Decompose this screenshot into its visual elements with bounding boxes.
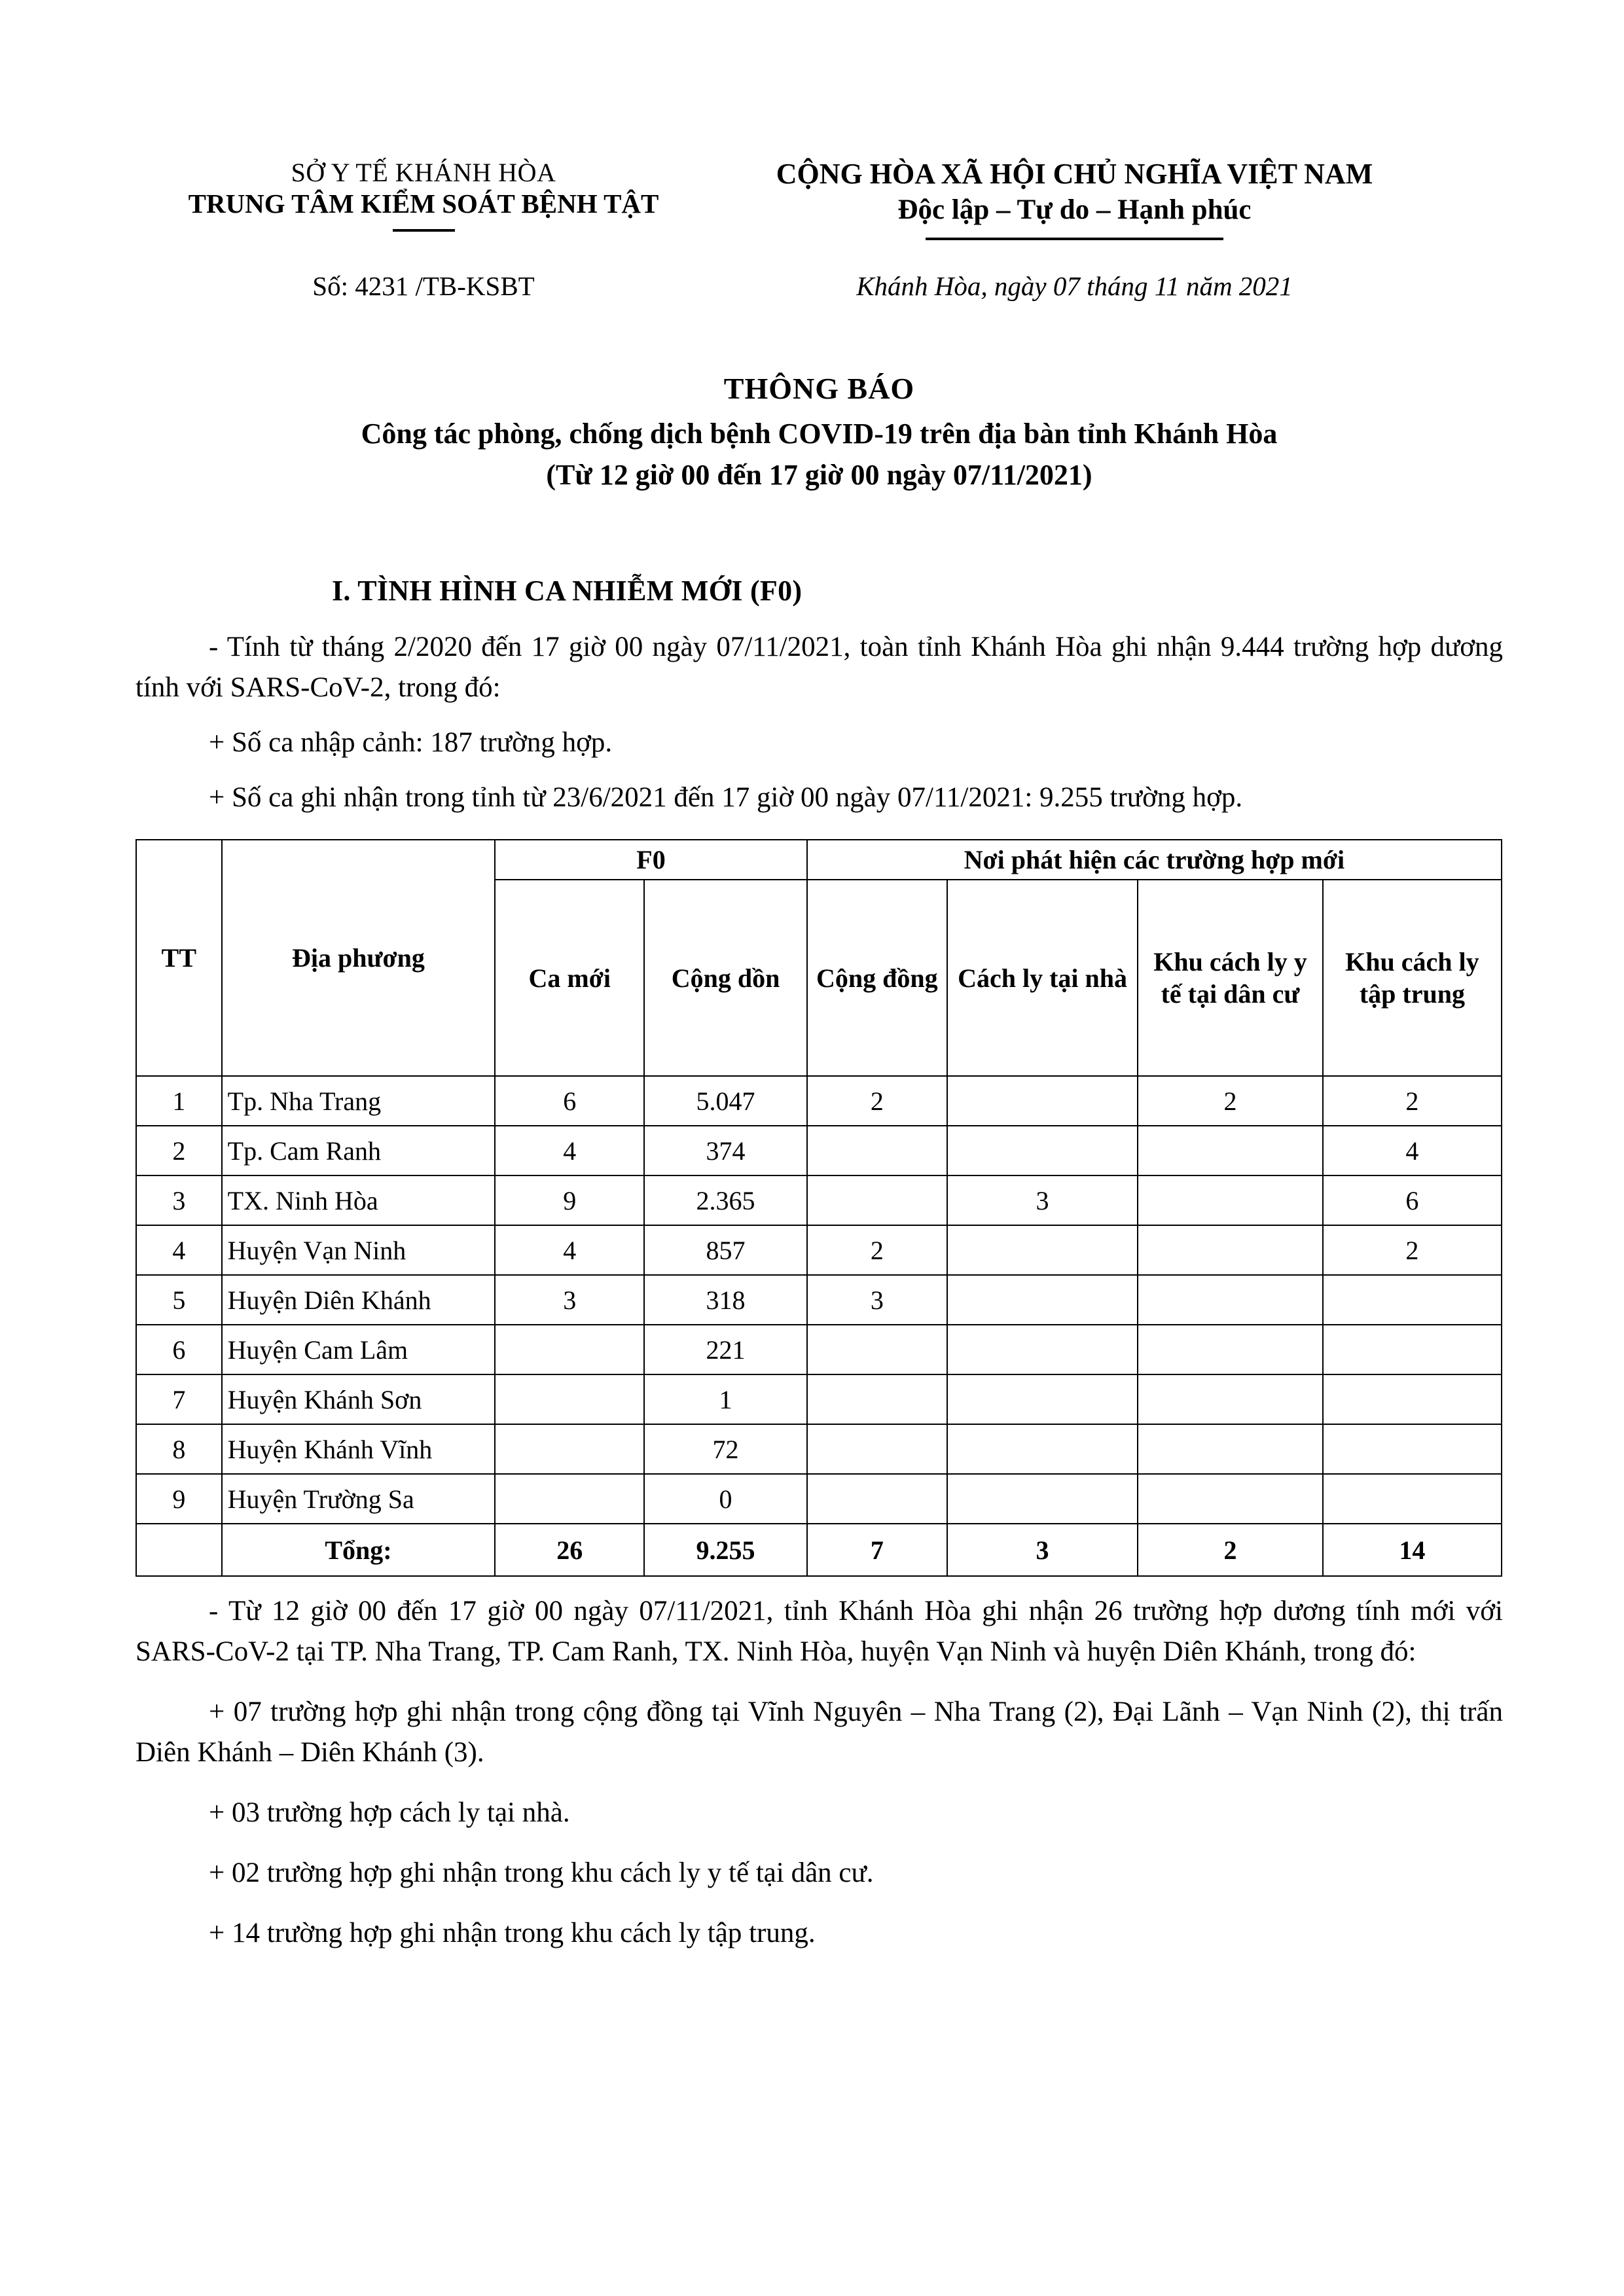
cell-new-cases: 3	[495, 1275, 644, 1325]
cell-community	[807, 1126, 947, 1175]
cell-community: 2	[807, 1225, 947, 1275]
bullet-home-quarantine-cases: + 03 trường hợp cách ly tại nhà.	[209, 1797, 570, 1828]
cell-index: 2	[136, 1126, 222, 1175]
table-total-row	[136, 1524, 1502, 1576]
cell-centralized-quarantine	[1323, 1474, 1502, 1524]
cell-locality: Huyện Khánh Sơn	[222, 1374, 496, 1424]
cell-community	[807, 1424, 947, 1474]
cell-new-cases: 4	[495, 1126, 644, 1175]
national-motto: Độc lập – Tự do – Hạnh phúc	[897, 194, 1252, 225]
cell-new-cases	[495, 1374, 644, 1424]
cell-index: 8	[136, 1424, 222, 1474]
cell-residential-quarantine	[1138, 1424, 1323, 1474]
cell-cumulative: 2.365	[644, 1175, 806, 1225]
cell-home-quarantine: 3	[947, 1175, 1138, 1225]
cell-locality: Huyện Cam Lâm	[222, 1325, 496, 1374]
cell-index: 3	[136, 1175, 222, 1225]
header-cumulative: Cộng dồn	[644, 880, 806, 1076]
cell-new-cases	[495, 1325, 644, 1374]
cell-residential-quarantine	[1138, 1175, 1323, 1225]
cell-home-quarantine	[947, 1225, 1138, 1275]
department-name: SỞ Y TẾ KHÁNH HÒA	[291, 158, 556, 187]
cell-centralized-quarantine	[1323, 1424, 1502, 1474]
cell-residential-quarantine	[1138, 1474, 1323, 1524]
cell-index: 6	[136, 1325, 222, 1374]
header-new-cases: Ca mới	[495, 880, 644, 1076]
cell-new-cases: 6	[495, 1076, 644, 1126]
total-home-quarantine: 3	[947, 1524, 1138, 1576]
total-row-spacer	[136, 1524, 222, 1576]
cell-locality: Tp. Nha Trang	[222, 1076, 496, 1126]
cell-home-quarantine	[947, 1126, 1138, 1175]
table-header-group-row	[136, 840, 1502, 880]
cell-residential-quarantine	[1138, 1225, 1323, 1275]
cell-new-cases: 4	[495, 1225, 644, 1275]
total-residential-quarantine: 2	[1138, 1524, 1323, 1576]
case-statistics-table	[135, 839, 1502, 1577]
cell-locality: Huyện Diên Khánh	[222, 1275, 496, 1325]
letterhead	[135, 157, 1503, 240]
cell-centralized-quarantine: 2	[1323, 1225, 1502, 1275]
cell-locality: Huyện Trường Sa	[222, 1474, 496, 1524]
cell-cumulative: 72	[644, 1424, 806, 1474]
table-row	[136, 1474, 1502, 1524]
cell-home-quarantine	[947, 1474, 1138, 1524]
center-name: TRUNG TÂM KIỂM SOÁT BỆNH TẬT	[188, 188, 659, 219]
header-residential-medical-quarantine: Khu cách ly y tế tại dân cư	[1138, 880, 1323, 1076]
cell-community	[807, 1474, 947, 1524]
cell-home-quarantine	[947, 1374, 1138, 1424]
total-new-cases: 26	[495, 1524, 644, 1576]
cell-centralized-quarantine	[1323, 1374, 1502, 1424]
header-centralized-quarantine: Khu cách ly tập trung	[1323, 880, 1502, 1076]
cell-community: 3	[807, 1275, 947, 1325]
cell-cumulative: 221	[644, 1325, 806, 1374]
cell-cumulative: 374	[644, 1126, 806, 1175]
cell-residential-quarantine	[1138, 1126, 1323, 1175]
bullet-residential-quarantine-cases: + 02 trường hợp ghi nhận trong khu cách ly y tế tại dân cư.	[209, 1857, 874, 1888]
cell-locality: Huyện Vạn Ninh	[222, 1225, 496, 1275]
total-centralized-quarantine: 14	[1323, 1524, 1502, 1576]
cell-community: 2	[807, 1076, 947, 1126]
cell-residential-quarantine	[1138, 1374, 1323, 1424]
cell-new-cases	[495, 1474, 644, 1524]
cell-residential-quarantine	[1138, 1325, 1323, 1374]
table-row	[136, 1175, 1502, 1225]
table-row	[136, 1225, 1502, 1275]
table-body	[136, 1076, 1502, 1576]
letterhead-divider-left	[393, 229, 455, 232]
cell-home-quarantine	[947, 1424, 1138, 1474]
cell-centralized-quarantine	[1323, 1275, 1502, 1325]
cell-cumulative: 1	[644, 1374, 806, 1424]
cell-locality: Huyện Khánh Vĩnh	[222, 1424, 496, 1474]
cell-cumulative: 5.047	[644, 1076, 806, 1126]
cell-community	[807, 1325, 947, 1374]
national-heading	[672, 157, 1503, 240]
document-number: Số: 4231 /TB-KSBT	[312, 270, 535, 301]
bullet-community-cases: + 07 trường hợp ghi nhận trong cộng đồng tại Vĩnh Nguyên – Nha Trang (2), Đại Lãnh – Vạn Ninh (2), thị trấn Diên Khánh – Diên Khánh (3).	[135, 1696, 1503, 1768]
cell-cumulative: 857	[644, 1225, 806, 1275]
cell-new-cases: 9	[495, 1175, 644, 1225]
table-row	[136, 1325, 1502, 1374]
paragraph-imported-cases: + Số ca nhập cảnh: 187 trường hợp.	[209, 726, 613, 758]
title-block	[135, 370, 1503, 495]
issuing-organization	[135, 157, 672, 232]
cell-home-quarantine	[947, 1325, 1138, 1374]
total-community: 7	[807, 1524, 947, 1576]
document-type-title: THÔNG BÁO	[723, 371, 915, 405]
cell-centralized-quarantine: 2	[1323, 1076, 1502, 1126]
country-name: CỘNG HÒA XÃ HỘI CHỦ NGHĨA VIỆT NAM	[776, 158, 1373, 190]
cell-centralized-quarantine: 4	[1323, 1126, 1502, 1175]
table-row	[136, 1275, 1502, 1325]
header-group-detection-place: Nơi phát hiện các trường hợp mới	[807, 840, 1502, 880]
bullet-centralized-quarantine-cases: + 14 trường hợp ghi nhận trong khu cách ly tập trung.	[209, 1917, 816, 1948]
paragraph-new-cases-summary: - Từ 12 giờ 00 đến 17 giờ 00 ngày 07/11/2021, tỉnh Khánh Hòa ghi nhận 26 trường hợp dương tính mới với SARS-CoV-2 tại TP. Nha Trang, TP. Cam Ranh, TX. Ninh Hòa, huyện Vạn Ninh và huyện Diên Khánh, trong đó:	[135, 1596, 1503, 1668]
cell-cumulative: 318	[644, 1275, 806, 1325]
cell-locality: Tp. Cam Ranh	[222, 1126, 496, 1175]
cell-index: 9	[136, 1474, 222, 1524]
cell-index: 1	[136, 1076, 222, 1126]
cell-cumulative: 0	[644, 1474, 806, 1524]
paragraph-cumulative-total: - Tính từ tháng 2/2020 đến 17 giờ 00 ngày 07/11/2021, toàn tỉnh Khánh Hòa ghi nhận 9.444 trường hợp dương tính với SARS-CoV-2, trong đó:	[135, 632, 1503, 704]
cell-community	[807, 1374, 947, 1424]
letterhead-divider-right	[926, 238, 1223, 240]
cell-new-cases	[495, 1424, 644, 1474]
cell-centralized-quarantine	[1323, 1325, 1502, 1374]
cell-index: 4	[136, 1225, 222, 1275]
table-row	[136, 1424, 1502, 1474]
table-row	[136, 1126, 1502, 1175]
cell-community	[807, 1175, 947, 1225]
header-tt: TT	[136, 840, 222, 1077]
cell-centralized-quarantine: 6	[1323, 1175, 1502, 1225]
document-period: (Từ 12 giờ 00 đến 17 giờ 00 ngày 07/11/2021)	[546, 458, 1092, 491]
header-locality: Địa phương	[222, 840, 496, 1077]
table-head	[136, 840, 1502, 1077]
cell-home-quarantine	[947, 1076, 1138, 1126]
cell-index: 7	[136, 1374, 222, 1424]
section-1-heading: I. TÌNH HÌNH CA NHIỄM MỚI (F0)	[332, 575, 803, 607]
header-community: Cộng đồng	[807, 880, 947, 1076]
total-cumulative: 9.255	[644, 1524, 806, 1576]
header-group-f0: F0	[495, 840, 807, 880]
table-row	[136, 1076, 1502, 1126]
cell-home-quarantine	[947, 1275, 1138, 1325]
document-meta-row	[135, 270, 1503, 302]
document-subtitle: Công tác phòng, chống dịch bệnh COVID-19 trên địa bàn tỉnh Khánh Hòa	[361, 418, 1278, 450]
table-row	[136, 1374, 1502, 1424]
header-home-quarantine: Cách ly tại nhà	[947, 880, 1138, 1076]
cell-residential-quarantine: 2	[1138, 1076, 1323, 1126]
place-and-date: Khánh Hòa, ngày 07 tháng 11 năm 2021	[856, 270, 1293, 301]
cell-index: 5	[136, 1275, 222, 1325]
cell-locality: TX. Ninh Hòa	[222, 1175, 496, 1225]
cell-residential-quarantine	[1138, 1275, 1323, 1325]
total-label: Tổng:	[222, 1524, 496, 1576]
paragraph-domestic-cases: + Số ca ghi nhận trong tỉnh từ 23/6/2021 đến 17 giờ 00 ngày 07/11/2021: 9.255 trường hợp.	[209, 781, 1243, 813]
